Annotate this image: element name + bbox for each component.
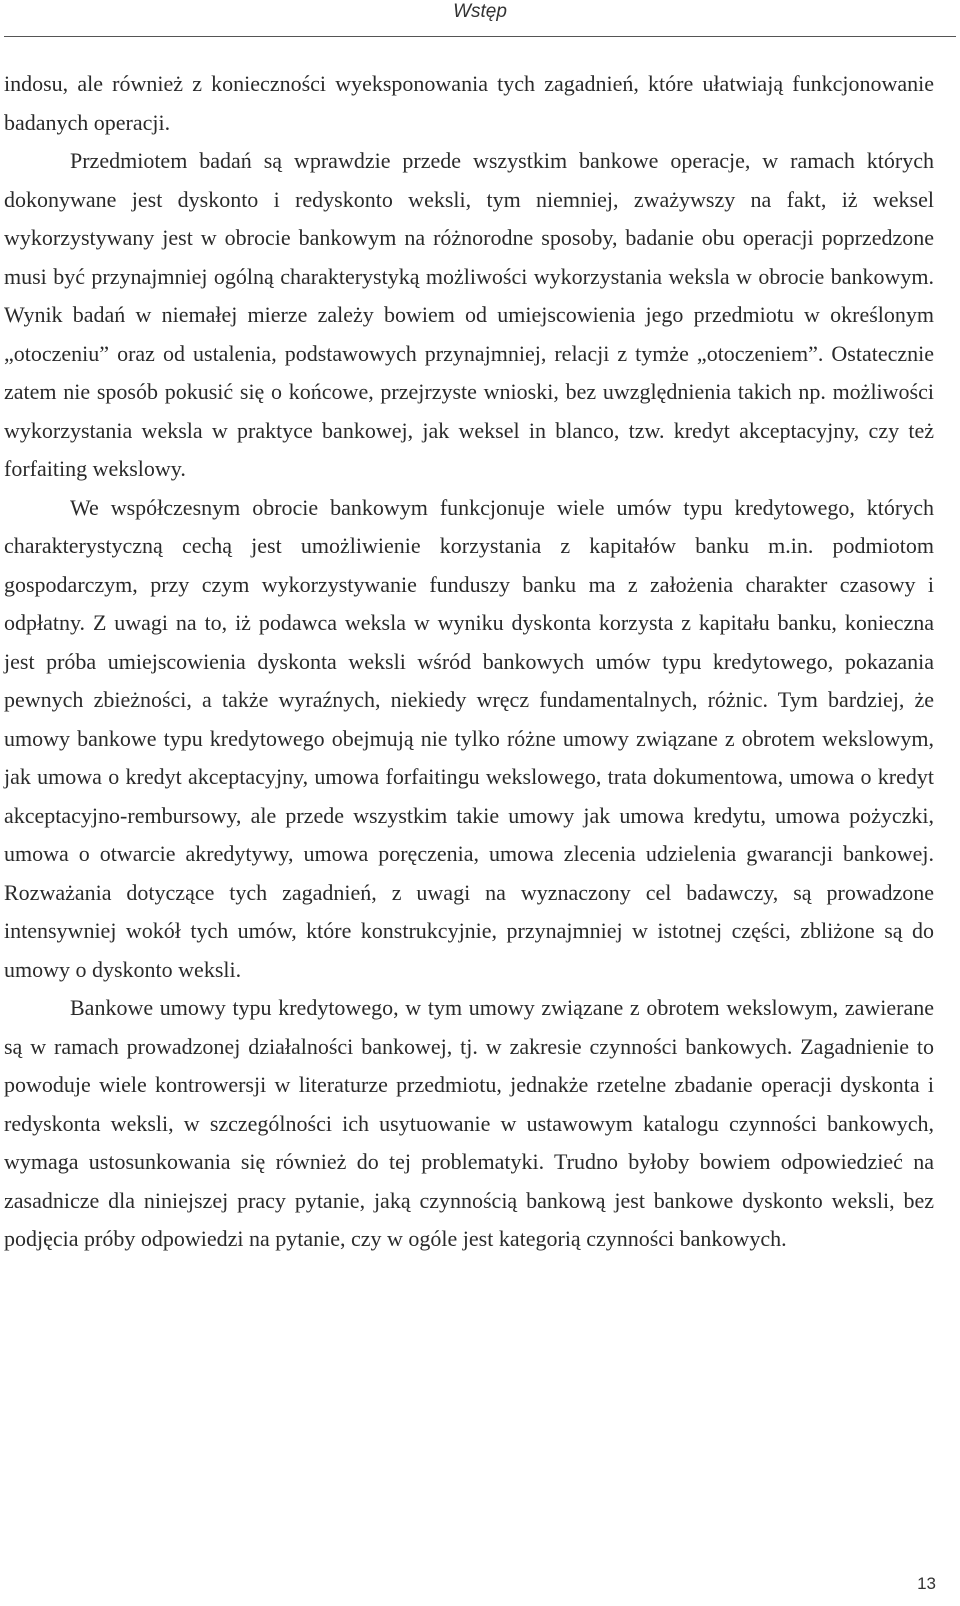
paragraph-continuation: indosu, ale również z konieczności wyeksponowania tych zagadnień, które ułatwiają funkcjonowanie badanych operacji.: [4, 71, 934, 135]
paragraph-research-subject: Przedmiotem badań są wprawdzie przede wszystkim bankowe operacje, w ramach których dokonywane jest dyskonto i redyskonto weksli, tym niemniej, zważywszy na fakt, iż weksel wykorzystywany jest w obrocie bankowym na różnorodne sposoby, badanie obu operacji poprzedzone musi być przynajmniej ogólną charakterystyką możliwości wykorzystania weksla w obrocie bankowym. Wynik badań w niemałej mierze zależy bowiem od umiejscowienia jego przedmiotu w określonym „otoczeniu” oraz od ustalenia, podstawowych przynajmniej, relacji z tymże „otoczeniem”. Ostatecznie zatem nie sposób pokusić się o końcowe, przejrzyste wnioski, bez uwzględnienia takich np. możliwości wykorzystania weksla w praktyce bankowej, jak weksel in blanco, tzw. kredyt akceptacyjny, czy też forfaiting wekslowy.: [4, 148, 934, 481]
running-header-title: Wstęp: [453, 1, 507, 22]
page-number: 13: [917, 1574, 936, 1593]
header-rule: [4, 36, 956, 37]
paragraph-credit-agreements: We współczesnym obrocie bankowym funkcjonuje wiele umów typu kredytowego, których charakterystyczną cechą jest umożliwienie korzystania z kapitałów banku m.in. podmiotom gospodarczym, przy czym wykorzystywanie funduszy banku ma z założenia charakter czasowy i odpłatny. Z uwagi na to, iż podawca weksla w wyniku dyskonta korzysta z kapitału banku, konieczna jest próba umiejscowienia dyskonta weksli wśród bankowych umów typu kredytowego, pokazania pewnych zbieżności, a także wyraźnych, niekiedy wręcz fundamentalnych, różnic. Tym bardziej, że umowy bankowe typu kredytowego obejmują nie tylko różne umowy związane z obrotem wekslowym, jak umowa o kredyt akceptacyjny, umowa forfaitingu wekslowego, trata dokumentowa, umowa o kredyt akceptacyjno-rembursowy, ale przede wszystkim takie umowy jak umowa kredytu, umowa pożyczki, umowa o otwarcie akredytywy, umowa poręczenia, umowa zlecenia udzielenia gwarancji bankowej. Rozważania dotyczące tych zagadnień, z uwagi na wyznaczony cel badawczy, są prowadzone intensywniej wokół tych umów, które konstrukcyjnie, przynajmniej w istotnej części, zbliżone są do umowy o dyskonto weksli.: [4, 494, 934, 982]
paragraph-banking-activities: Bankowe umowy typu kredytowego, w tym umowy związane z obrotem wekslowym, zawierane są w ramach prowadzonej działalności bankowej, tj. w zakresie czynności bankowych. Zagadnienie to powoduje wiele kontrowersji w literaturze przedmiotu, jednakże rzetelne zbadanie operacji dyskonta i redyskonta weksli, w szczególności ich usytuowanie w ustawowym katalogu czynności bankowych, wymaga ustosunkowania się również do tej problematyki. Trudno byłoby bowiem odpowiedzieć na zasadnicze dla niniejszej pracy pytanie, jaką czynnością bankową jest bankowe dyskonto weksli, bez podjęcia próby odpowiedzi na pytanie, czy w ogóle jest kategorią czynności bankowych.: [4, 995, 934, 1251]
body-text: [4, 65, 934, 1259]
